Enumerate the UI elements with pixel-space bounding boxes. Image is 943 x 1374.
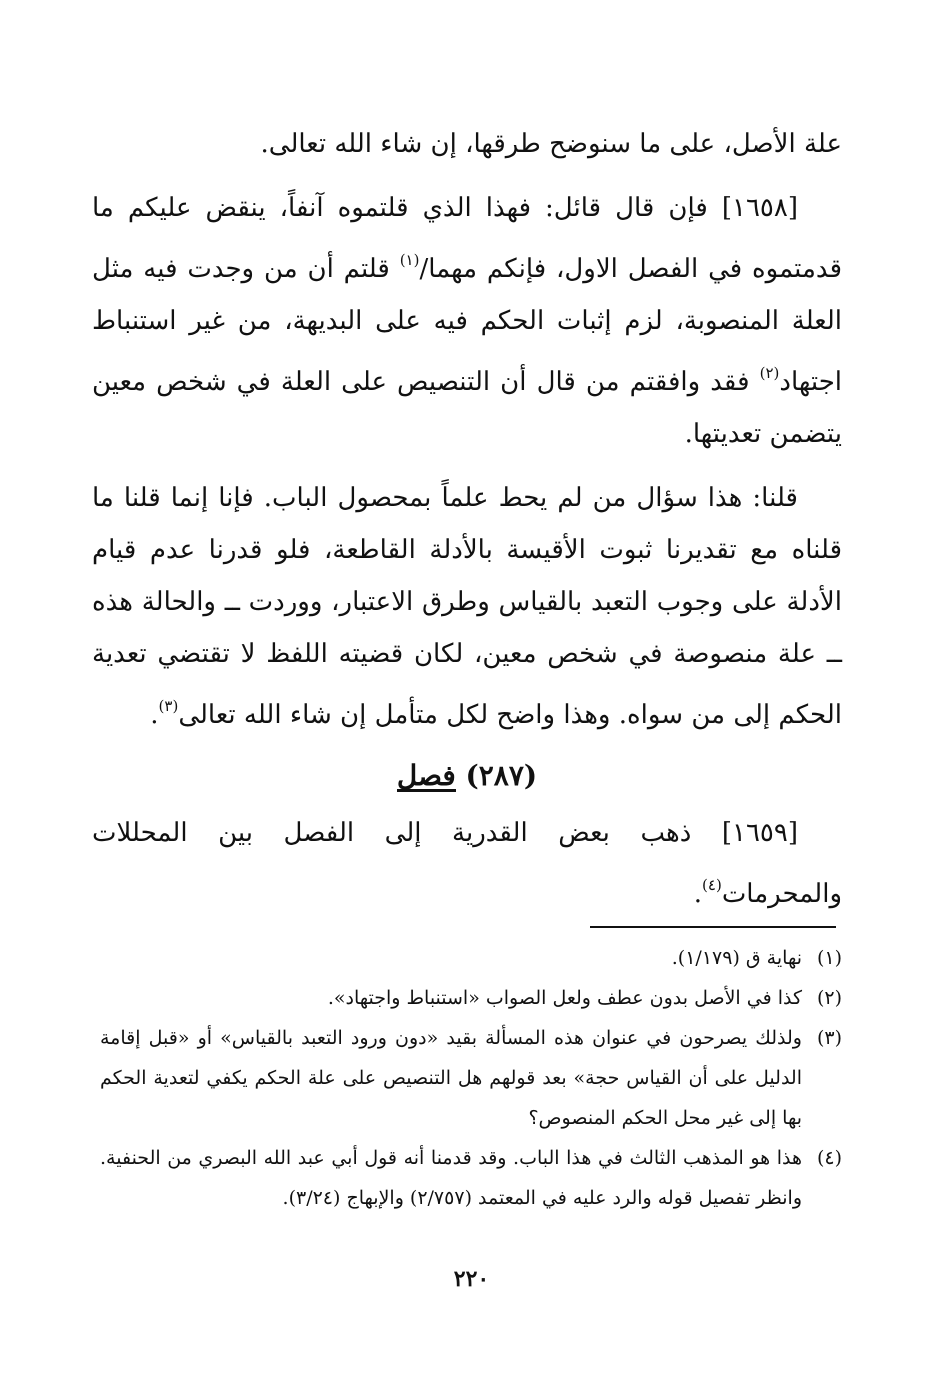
paragraph-1659-end: . <box>693 879 703 909</box>
footnote-1 <box>100 938 842 978</box>
footnote-text: هذا هو المذهب الثالث في هذا الباب. وقد قدمنا أنه قول أبي عبد الله البصري من الحنفية. وانظر تفصيل قوله والرد عليه في المعتمد (٢/٧٥٧) والإبهاج (٣/٢٤). <box>100 1147 802 1209</box>
footnote-ref-2[interactable]: (٢) <box>759 364 780 382</box>
footnote-2 <box>100 978 842 1018</box>
footnote-number: (٤) <box>816 1147 842 1169</box>
footnote-text: كذا في الأصل بدون عطف ولعل الصواب «استنباط واجتهاد». <box>327 987 802 1009</box>
paragraph-answer-end: . <box>150 700 159 730</box>
footnote-number: (١) <box>816 947 842 969</box>
footnote-separator <box>590 926 836 928</box>
footnote-3 <box>100 1018 842 1138</box>
main-text <box>92 118 842 920</box>
page-number: ٢٢٠ <box>453 1266 490 1292</box>
section-title: فصل <box>397 751 456 792</box>
footnote-number: (٢) <box>816 987 842 1009</box>
footnote-text: ولذلك يصرحون في عنوان هذه المسألة بقيد «دون ورود التعبد بالقياس» أو «قبل إقامة الدليل على أن القياس حجة» بعد قولهم هل التنصيص على علة الحكم يكفي لتعدية الحكم بها إلى غير محل الحكم المنصوص؟ <box>100 1027 802 1129</box>
paragraph-1-text: علة الأصل، على ما سنوضح طرقها، إن شاء الله تعالى. <box>260 129 842 159</box>
footnote-text: نهاية ق (١/١٧٩). <box>671 947 802 969</box>
footnote-ref-3[interactable]: (٣) <box>158 697 179 715</box>
section-heading <box>92 751 842 801</box>
footnote-ref-4[interactable]: (٤) <box>702 876 722 894</box>
section-number: (٢٨٧) <box>465 759 538 792</box>
paragraph-1659 <box>92 807 842 920</box>
paragraph-1658-text-b: قلتم أن من وجدت فيه مثل العلة المنصوبة، لزم إثبات الحكم فيه على البديهة، من غير استنباط اجتهاد <box>92 254 842 397</box>
footnote-number: (٣) <box>816 1027 842 1049</box>
paragraph-1 <box>92 118 842 170</box>
paragraph-answer-text: قلنا: هذا سؤال من لم يحط علماً بمحصول الباب. فإنا إنما قلنا ما قلناه مع تقديرنا ثبوت الأقيسة بالأدلة القاطعة، فلو قدرنا عدم قيام الأدلة على وجوب التعبد بالقياس وطرق الاعتبار، ووردت ــ والحالة هذه ــ علة منصوصة في شخص معين، لكان قضيته اللفظ لا تقتضي تعدية الحكم إلى من سواه. وهذا واضح لكل متأمل إن شاء الله تعالى <box>92 483 842 730</box>
paragraph-1658 <box>92 182 842 460</box>
footnote-ref-1[interactable]: (١) <box>399 251 420 269</box>
paragraph-1658-text-c: فقد وافقتم من قال أن التنصيص على العلة في شخص معين يتضمن تعديتها. <box>92 367 842 449</box>
paragraph-1659-text: [١٦٥٩] ذهب بعض القدرية إلى الفصل بين المحللات والمحرمات <box>92 818 842 909</box>
paragraph-answer <box>92 472 842 741</box>
paragraph-1658-text-a: [١٦٥٨] فإن قال قائل: فهذا الذي قلتموه آنفاً، ينقض عليكم ما قدمتموه في الفصل الاول، فإنكم مهما/ <box>92 193 842 284</box>
footnote-4 <box>100 1138 842 1218</box>
footnotes <box>100 938 842 1218</box>
